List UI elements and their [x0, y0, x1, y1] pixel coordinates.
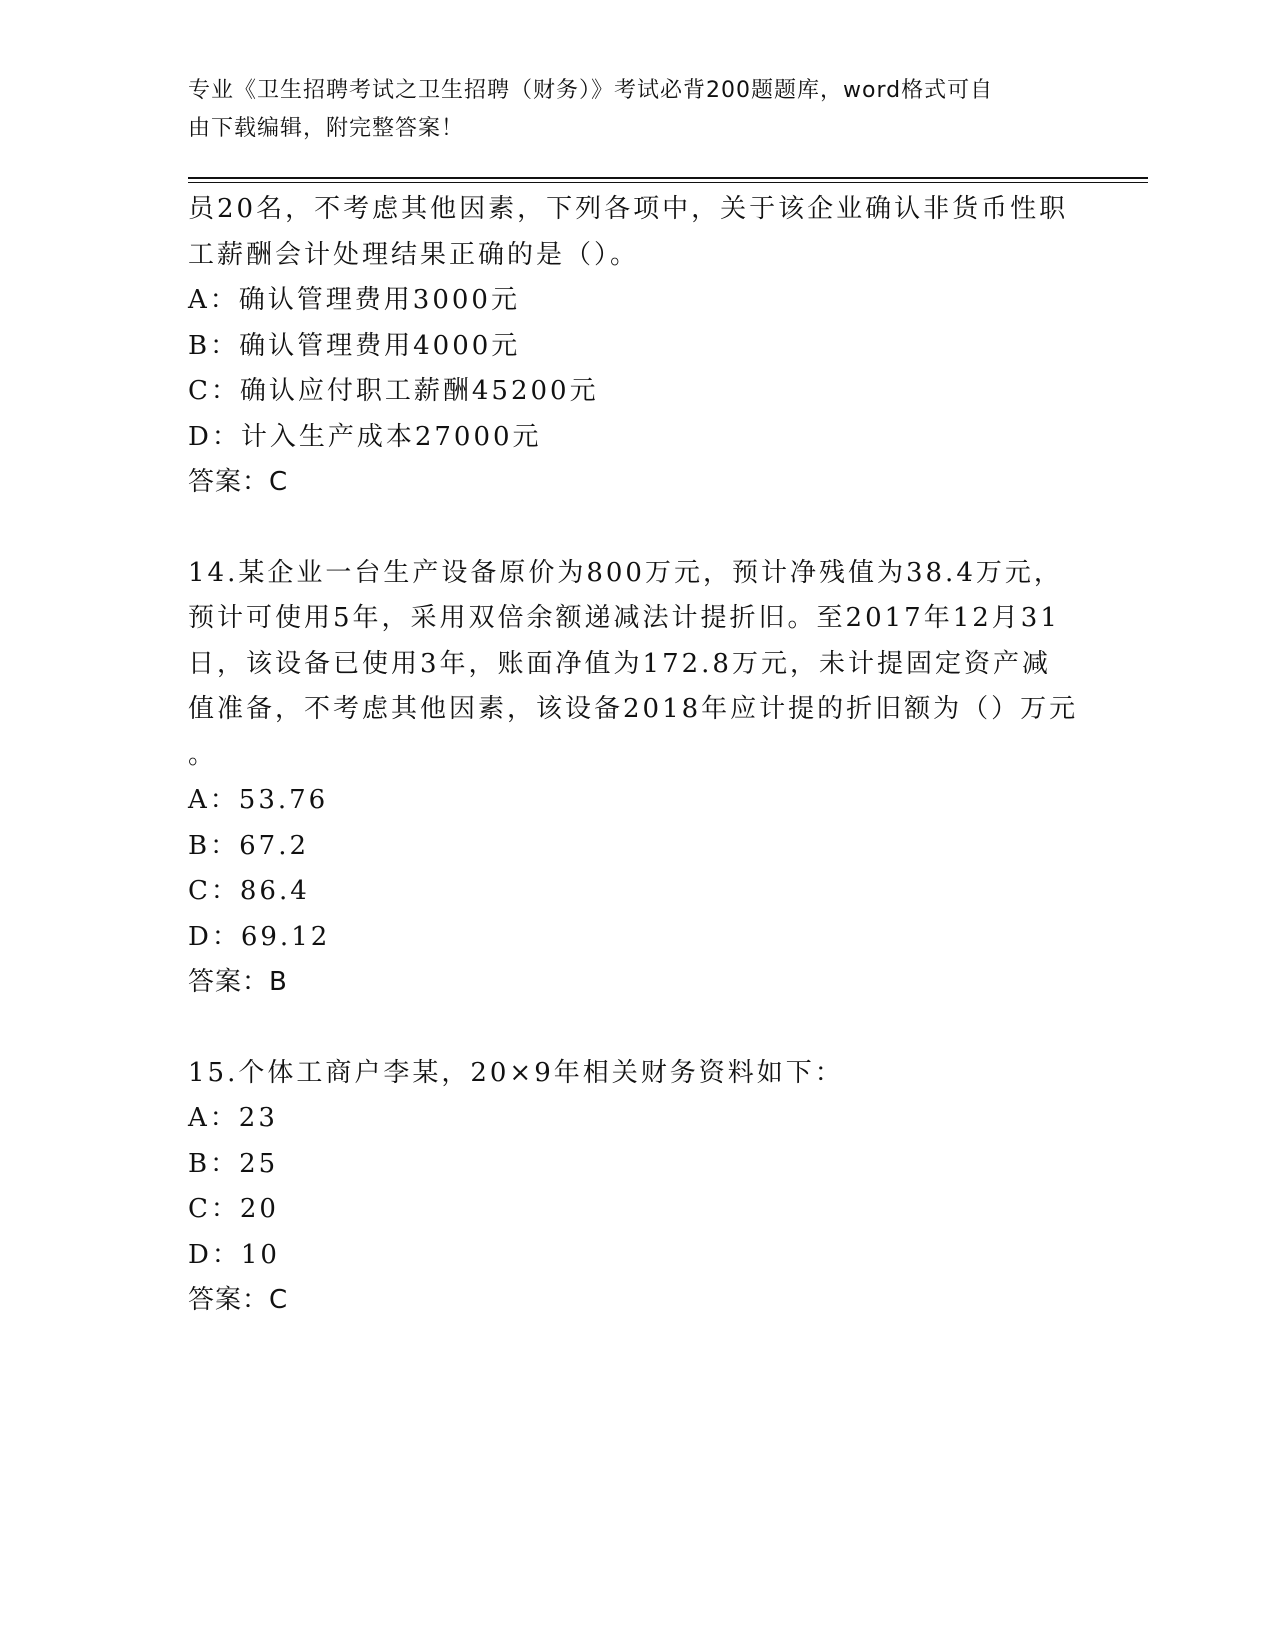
option-c: C：确认应付职工薪酬45200元 [188, 376, 599, 406]
option-b: B：确认管理费用4000元 [188, 330, 521, 361]
question-15 [188, 1051, 1078, 1324]
option-b: B：67.2 [188, 830, 309, 861]
header-rule [188, 177, 1148, 179]
header-line: 由下载编辑，附完整答案！ [188, 116, 465, 141]
question-stem: 。 [188, 739, 218, 770]
option-c: C：86.4 [188, 876, 310, 906]
question-list [188, 187, 1078, 1324]
option-d: D：69.12 [188, 921, 331, 952]
option-a: A：53.76 [188, 785, 329, 815]
option-a: A：确认管理费用3000元 [188, 285, 520, 315]
option-b: B：25 [188, 1148, 279, 1179]
option-d: D：10 [188, 1239, 280, 1270]
question-stem: 员20名，不考虑其他因素，下列各项中，关于该企业确认非货币性职 [188, 194, 1069, 224]
header-rule [188, 182, 1148, 183]
question-stem: 日，该设备已使用3年，账面净值为172.8万元，未计提固定资产减 [188, 648, 1051, 679]
question-stem: 15.个体工商户李某，20×9年相关财务资料如下： [188, 1057, 844, 1088]
answer: 答案：B [188, 967, 288, 997]
answer: 答案：C [188, 467, 289, 497]
question-14 [188, 551, 1078, 1006]
question-stem: 工薪酬会计处理结果正确的是（）。 [188, 239, 640, 270]
option-d: D：计入生产成本27000元 [188, 421, 542, 452]
answer: 答案：C [188, 1285, 289, 1315]
question-stem: 14.某企业一台生产设备原价为800万元，预计净残值为38.4万元， [188, 557, 1063, 588]
option-c: C：20 [188, 1194, 279, 1224]
question-13 [188, 187, 1078, 506]
header-line: 专业《卫生招聘考试之卫生招聘（财务）》考试必背200题题库，word格式可自 [188, 78, 994, 103]
document-header [188, 72, 1068, 148]
option-a: A：23 [188, 1103, 278, 1133]
question-stem: 值准备，不考虑其他因素，该设备2018年应计提的折旧额为（）万元 [188, 694, 1079, 724]
question-stem: 预计可使用5年，采用双倍余额递减法计提折旧。至2017年12月31 [188, 603, 1060, 633]
